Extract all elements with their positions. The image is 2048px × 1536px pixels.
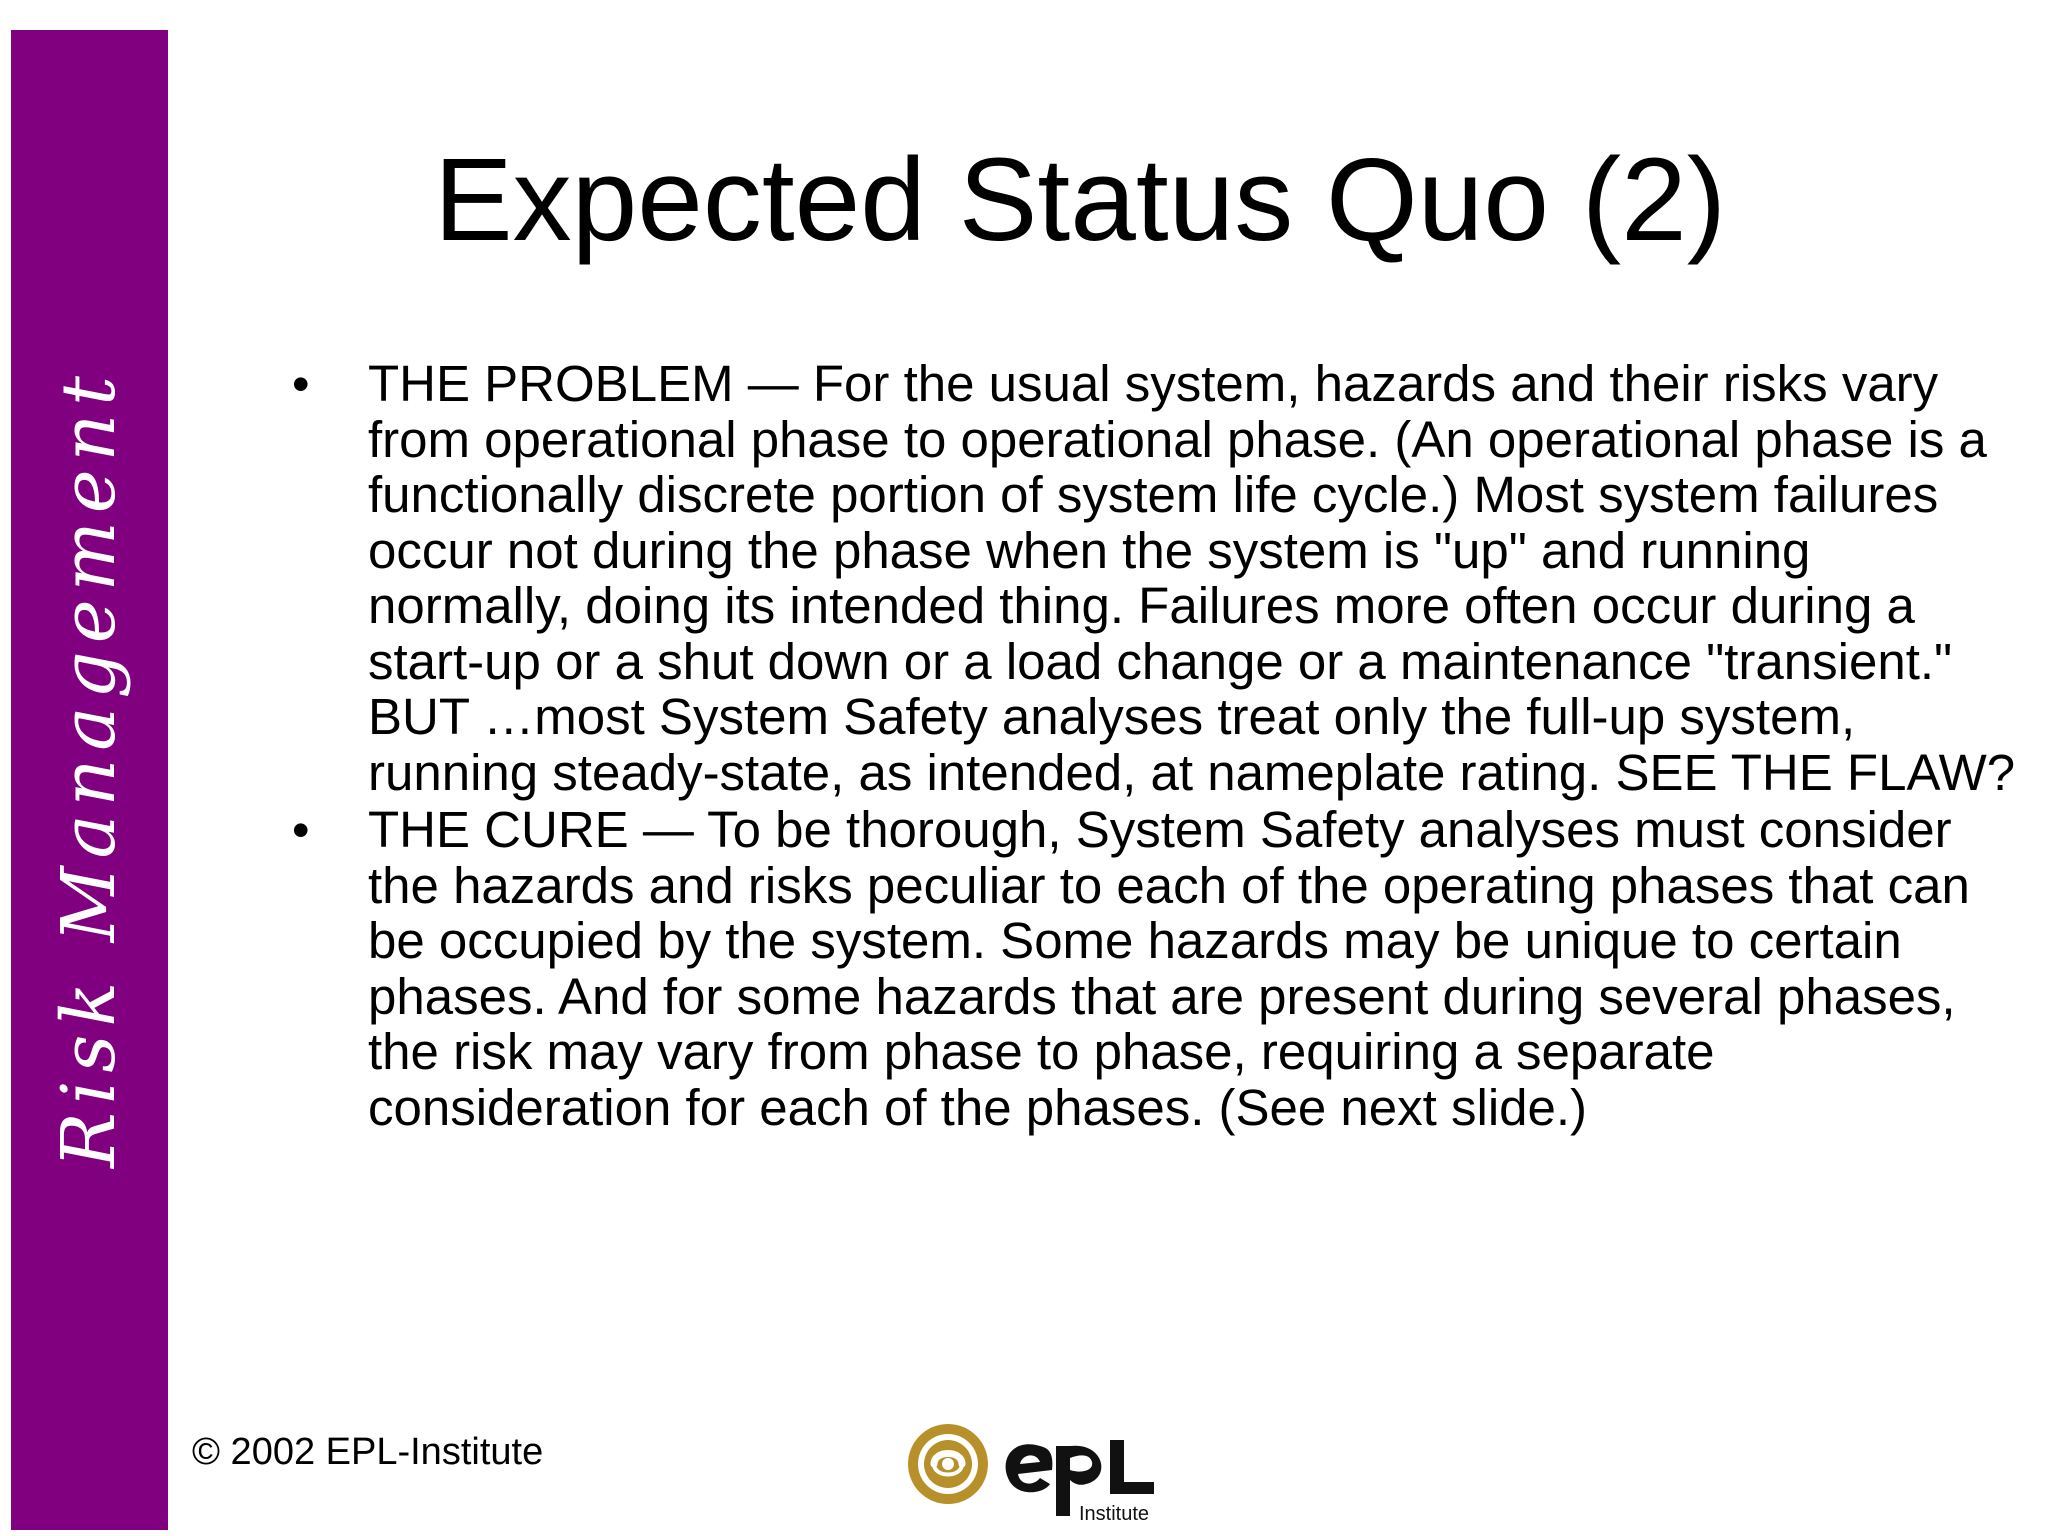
slide-title: Expected Status Quo (2): [433, 134, 1727, 266]
bullet-item-cure: [284, 802, 2024, 1135]
bullet-marker: •: [292, 802, 310, 858]
epl-institute-logo-icon: [904, 1420, 1164, 1530]
bullet-text-problem: THE PROBLEM — For the usual system, hazards and their risks vary from operational phase to operational phase. (An operational phase is a functionally discrete portion of system life cycle.) Most system failures occur not during the phase when the system is "up" and running normally, doing its intended thing. Failures more often occur during a start-up or a shut down or a load change or a maintenance "transient." BUT …most System Safety analyses treat only the full-up system, running steady-state, as intended, at nameplate rating. SEE THE FLAW?: [368, 355, 2016, 801]
bullet-text-cure: THE CURE — To be thorough, System Safety analyses must consider the hazards and risks peculiar to each of the operating phases that can be occupied by the system. Some hazards may be unique to certain phases. And for some hazards that are present during several phases, the risk may vary from phase to phase, requiring a separate consideration for each of the phases. (See next slide.): [368, 801, 1970, 1136]
bullet-marker: •: [292, 356, 310, 412]
copyright-notice: © 2002 EPL-Institute: [192, 1431, 544, 1473]
bullet-item-problem: [284, 356, 2024, 800]
side-label: Risk Management: [46, 368, 132, 1168]
logo-subtitle: Institute: [1079, 1503, 1150, 1525]
bullet-list: [284, 356, 2024, 1137]
logo-emblem: [908, 1424, 988, 1504]
